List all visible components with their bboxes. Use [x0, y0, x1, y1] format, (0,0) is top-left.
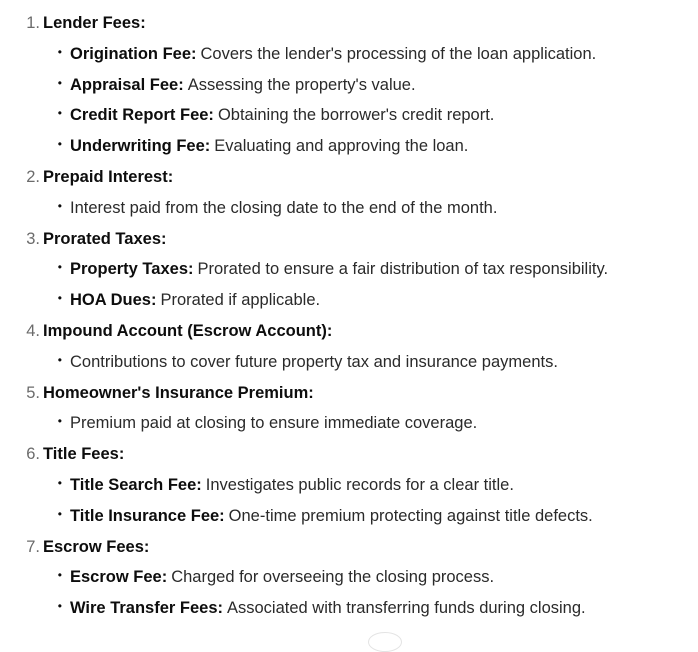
section-heading: Homeowner's Insurance Premium:: [43, 383, 314, 402]
fee-description: Prorated if applicable.: [160, 291, 321, 310]
fee-term: Escrow Fee:: [70, 568, 168, 587]
item-number: 7.: [26, 537, 40, 556]
numbered-item: [0, 439, 698, 470]
bullet-text: [70, 70, 416, 101]
numbered-item: [0, 8, 698, 39]
fee-description: Evaluating and approving the loan.: [214, 137, 469, 156]
bullet-item: [0, 562, 698, 593]
bullet-text: [70, 562, 494, 593]
fee-description: Interest paid from the closing date to the end of the month.: [70, 198, 498, 217]
numbered-item: [0, 316, 698, 347]
bullet-icon: •: [57, 137, 62, 152]
bullet-item: [0, 39, 698, 70]
fee-description: Covers the lender's processing of the loan application.: [200, 44, 597, 63]
fee-term: Appraisal Fee:: [70, 75, 184, 94]
bullet-icon: •: [57, 506, 62, 521]
fee-term: HOA Dues:: [70, 291, 157, 310]
section-heading: Title Fees:: [43, 445, 125, 464]
fee-description: One-time premium protecting against title defects.: [228, 506, 593, 525]
section-heading: Impound Account (Escrow Account):: [43, 321, 333, 340]
bullet-text: [70, 470, 514, 501]
fee-description: Contributions to cover future property tax and insurance payments.: [70, 352, 558, 371]
bullet-icon: •: [57, 75, 62, 90]
scroll-down-button[interactable]: [368, 632, 402, 652]
bullet-icon: •: [57, 352, 62, 367]
bullet-item: [0, 470, 698, 501]
bullet-text: [70, 501, 593, 532]
item-number: 4.: [26, 321, 40, 340]
fee-term: Title Search Fee:: [70, 475, 202, 494]
fee-term: Title Insurance Fee:: [70, 506, 225, 525]
bullet-icon: •: [57, 599, 62, 614]
item-number: 3.: [26, 229, 40, 248]
fee-term: Credit Report Fee:: [70, 106, 214, 125]
bullet-icon: •: [57, 475, 62, 490]
bullet-icon: •: [57, 44, 62, 59]
fee-description: Obtaining the borrower's credit report.: [217, 106, 495, 125]
bullet-icon: •: [57, 568, 62, 583]
bullet-text: [70, 39, 596, 70]
fee-description: Investigates public records for a clear title.: [205, 475, 514, 494]
bullet-text: [70, 193, 497, 224]
bullet-item: [0, 100, 698, 131]
fee-term: Underwriting Fee:: [70, 137, 211, 156]
bullet-icon: •: [57, 106, 62, 121]
fee-term: Property Taxes:: [70, 260, 194, 279]
bullet-icon: •: [57, 414, 62, 429]
fee-term: Origination Fee:: [70, 44, 197, 63]
bullet-icon: •: [57, 291, 62, 306]
closing-costs-list: [0, 8, 698, 624]
section-heading: Prepaid Interest:: [43, 167, 174, 186]
bullet-text: [70, 100, 494, 131]
fee-description: Charged for overseeing the closing process.: [171, 568, 495, 587]
bullet-icon: •: [57, 198, 62, 213]
bullet-text: [70, 408, 477, 439]
fee-description: Associated with transferring funds during closing.: [227, 599, 586, 618]
numbered-item: [0, 378, 698, 409]
bullet-text: [70, 285, 320, 316]
numbered-item: [0, 224, 698, 255]
numbered-item: [0, 162, 698, 193]
item-number: 5.: [26, 383, 40, 402]
numbered-item: [0, 532, 698, 563]
bullet-item: [0, 408, 698, 439]
bullet-item: [0, 193, 698, 224]
bullet-item: [0, 501, 698, 532]
bullet-icon: •: [57, 260, 62, 275]
bullet-item: [0, 347, 698, 378]
bullet-text: [70, 131, 468, 162]
item-number: 2.: [26, 167, 40, 186]
fee-description: Assessing the property's value.: [187, 75, 416, 94]
bullet-text: [70, 347, 558, 378]
item-number: 1.: [26, 14, 40, 32]
bullet-item: [0, 131, 698, 162]
bullet-item: [0, 593, 698, 624]
bullet-text: [70, 593, 586, 624]
section-heading: Escrow Fees:: [43, 537, 150, 556]
fee-term: Wire Transfer Fees:: [70, 599, 223, 618]
item-number: 6.: [26, 445, 40, 464]
bullet-item: [0, 70, 698, 101]
bullet-item: [0, 285, 698, 316]
section-heading: Prorated Taxes:: [43, 229, 167, 248]
section-heading: Lender Fees:: [43, 14, 146, 32]
fee-description: Prorated to ensure a fair distribution of tax responsibility.: [197, 260, 609, 279]
bullet-text: [70, 254, 608, 285]
fee-description: Premium paid at closing to ensure immediate coverage.: [70, 414, 478, 433]
bullet-item: [0, 254, 698, 285]
